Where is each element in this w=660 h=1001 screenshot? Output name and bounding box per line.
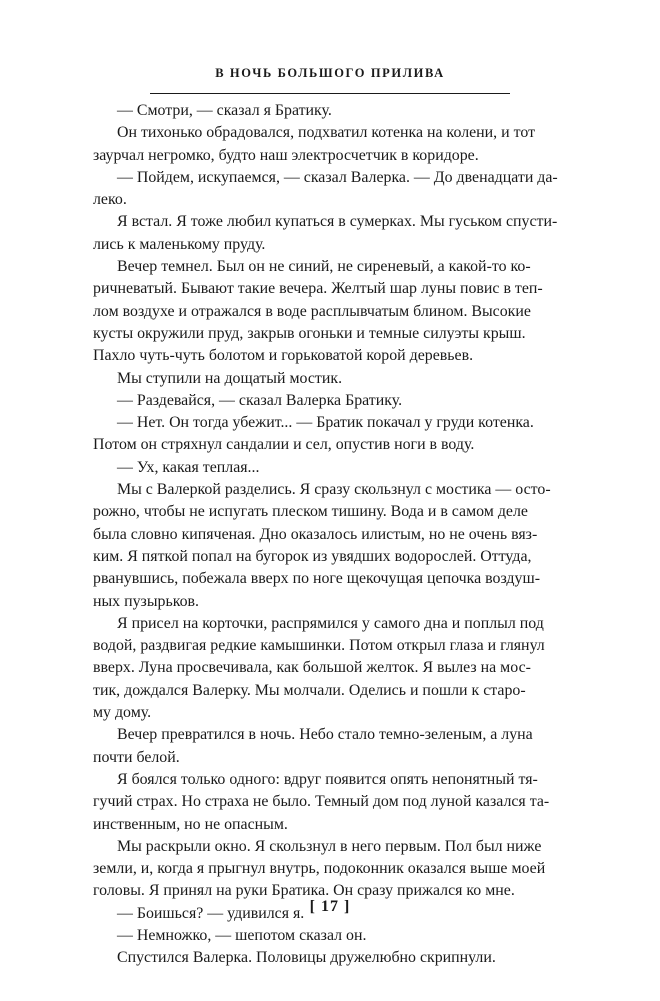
text-line: Мы раскрыли окно. Я скользнул в него первым. Пол был ниже [117, 837, 542, 855]
text-line: — Ух, какая теплая... [117, 458, 260, 476]
text-line: гучий страх. Но страха не было. Темный дом под луной казался та- [93, 793, 550, 811]
text-line: Я присел на корточки, распрямился у самого дна и поплыл под [117, 614, 544, 632]
text-line: Мы с Валеркой разделись. Я сразу скользнул с мостика — осто- [117, 481, 551, 499]
page-number: [ 17 ] [309, 898, 351, 915]
text-line: — Немножко, — шепотом сказал он. [117, 926, 367, 944]
text-line: Потом он стряхнул сандалии и сел, опустив ноги в воду. [93, 436, 475, 454]
running-head-rule [150, 93, 510, 94]
text-line: земли, и, когда я прыгнул внутрь, подоконник оказался выше моей [93, 860, 546, 878]
text-line: заурчал негромко, будто наш электросчетчик в коридоре. [93, 146, 479, 164]
text-line: лись к маленькому пруду. [93, 235, 266, 253]
text-line: леко. [93, 191, 127, 209]
text-line: му дому. [93, 704, 152, 722]
text-line: — Боишься? — удивился я. [117, 904, 305, 922]
text-line: водой, раздвигая редкие камышинки. Потом открыл глаза и глянул [93, 637, 545, 655]
text-line: инственным, но не опасным. [93, 815, 288, 833]
text-line: — Нет. Он тогда убежит... — Братик покачал у груди котенка. [117, 414, 534, 432]
text-line: ким. Я пяткой попал на бугорок из увядших водорослей. Оттуда, [93, 547, 532, 565]
body-text [93, 100, 558, 970]
text-line: была словно кипяченая. Дно оказалось илистым, но не очень вяз- [93, 525, 538, 543]
text-line: ричневатый. Бывают такие вечера. Желтый шар луны повис в теп- [93, 280, 543, 298]
text-line: Мы ступили на дощатый мостик. [117, 369, 343, 387]
text-line: — Раздевайся, — сказал Валерка Братику. [117, 391, 403, 409]
text-line: Вечер превратился в ночь. Небо стало темно-зеленым, а луна [117, 726, 533, 744]
text-line: почти белой. [93, 748, 180, 766]
text-line: Спустился Валерка. Половицы дружелюбно скрипнули. [117, 949, 496, 967]
text-line: рванувшись, побежала вверх по ноге щекочущая цепочка воздуш- [93, 570, 540, 588]
text-line: Я встал. Я тоже любил купаться в сумерках. Мы гуськом спусти- [117, 213, 558, 231]
text-line: — Пойдем, искупаемся, — сказал Валерка. — До двенадцати да- [117, 168, 558, 186]
text-line: — Смотри, — сказал я Братику. [117, 102, 332, 119]
text-line: Вечер темнел. Был он не синий, не сиреневый, а какой-то ко- [117, 258, 531, 276]
running-head: В НОЧЬ БОЛЬШОГО ПРИЛИВА [215, 66, 445, 80]
text-line: Пахло чуть-чуть болотом и горьковатой корой деревьев. [93, 347, 474, 365]
text-line: Я боялся только одного: вдруг появится опять непонятный тя- [117, 770, 538, 788]
text-line: ных пузырьков. [93, 592, 200, 610]
text-line: рожно, чтобы не испугать плеском тишину. Вода и в самом деле [93, 503, 528, 521]
text-line: тик, дождался Валерку. Мы молчали. Оделись и пошли к старо- [93, 681, 526, 699]
text-line: головы. Я принял на руки Братика. Он сразу прижался ко мне. [93, 882, 515, 900]
text-line: кусты окружили пруд, закрыв огоньки и темные силуэты крыш. [93, 324, 526, 342]
text-line: вверх. Луна просвечивала, как большой желток. Я вылез на мос- [93, 659, 531, 677]
text-line: лом воздухе и отражался в воде расплывчатым блином. Высокие [93, 302, 531, 320]
text-line: Он тихонько обрадовался, подхватил котенка на колени, и тот [117, 124, 536, 142]
